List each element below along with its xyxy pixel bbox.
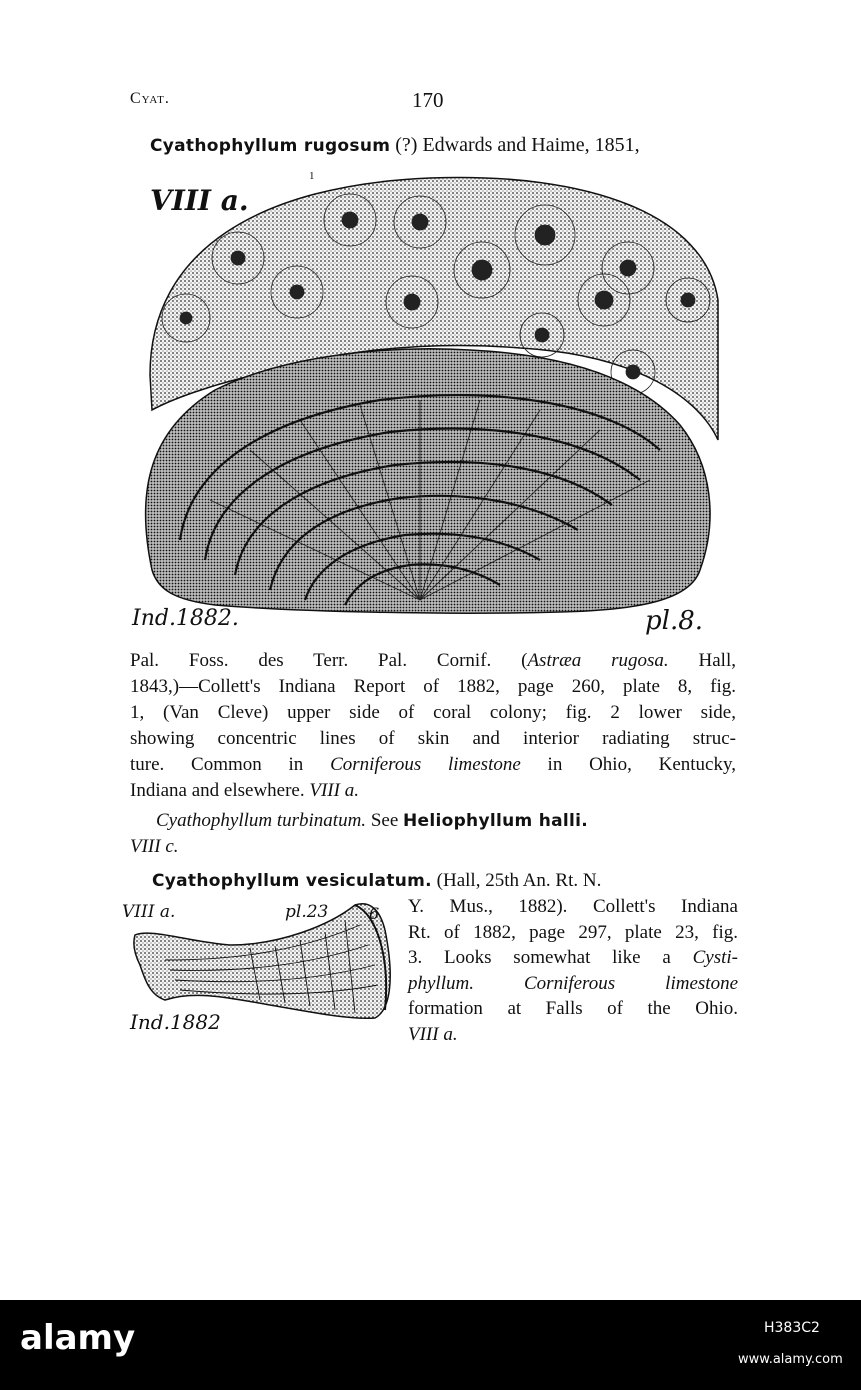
species-authority: (?) Edwards and Haime, 1851, [390,134,640,156]
text-line: Y. Mus., 1882). Collett's Indiana [408,896,738,917]
text-line: Indiana and elsewhere. VIII a. [130,780,359,801]
figure-label-plate: pl.8. [645,606,704,636]
figure-label-plate: pl.23 [285,902,329,922]
running-header: Cyat. [130,90,170,107]
entry-title-vesiculatum: Cyathophyllum vesiculatum. (Hall, 25th An. Rt. N. [152,870,602,891]
text-line: 1, (Van Cleve) upper side of coral colony; fig. 2 lower side, [130,702,736,723]
text-line: formation at Falls of the Ohio. [408,998,738,1019]
text-line: phyllum. Corniferous limestone [408,972,738,994]
entry-description-vesiculatum [408,894,738,1047]
figure-label-age: VIII a. [150,184,249,217]
text-line: 1843,)—Collett's Indiana Report of 1882, page 260, plate 8, fig. [130,676,736,697]
watermark-url: www.alamy.com [738,1352,843,1367]
text-line: 3. Looks somewhat like a Cysti- [408,947,738,968]
text-line: showing concentric lines of skin and interior radiating struc- [130,728,736,749]
watermark-image-id: H383C2 [764,1320,820,1336]
text-line: VIII a. [408,1023,458,1045]
species-name: Cyathophyllum turbinatum. [156,810,367,831]
watermark-logo: alamy [20,1318,136,1358]
figure-label-source: Ind.1882. [132,606,239,631]
figure-number: 6 [369,904,380,923]
figure-label-age: VIII a. [122,902,176,922]
cross-reference: Heliophyllum halli. [403,811,589,831]
text-line: Rt. of 1882, page 297, plate 23, fig. [408,921,738,943]
species-name: Cyathophyllum rugosum [150,136,391,156]
page-number: 170 [412,88,444,112]
figure-label-source: Ind.1882 [130,1010,221,1034]
entry-turbinatum: Cyathophyllum turbinatum. See Heliophyllum halli. VIII c. [130,810,589,857]
age-label: VIII c. [130,836,179,857]
figure-number: 1 [309,170,315,182]
text-line: Pal. Foss. des Terr. Pal. Cornif. (Astræa rugosa. Hall, [130,650,736,671]
species-name: Cyathophyllum vesiculatum. [152,871,432,891]
text-line: ture. Common in Corniferous limestone in Ohio, Kentucky, [130,754,736,775]
